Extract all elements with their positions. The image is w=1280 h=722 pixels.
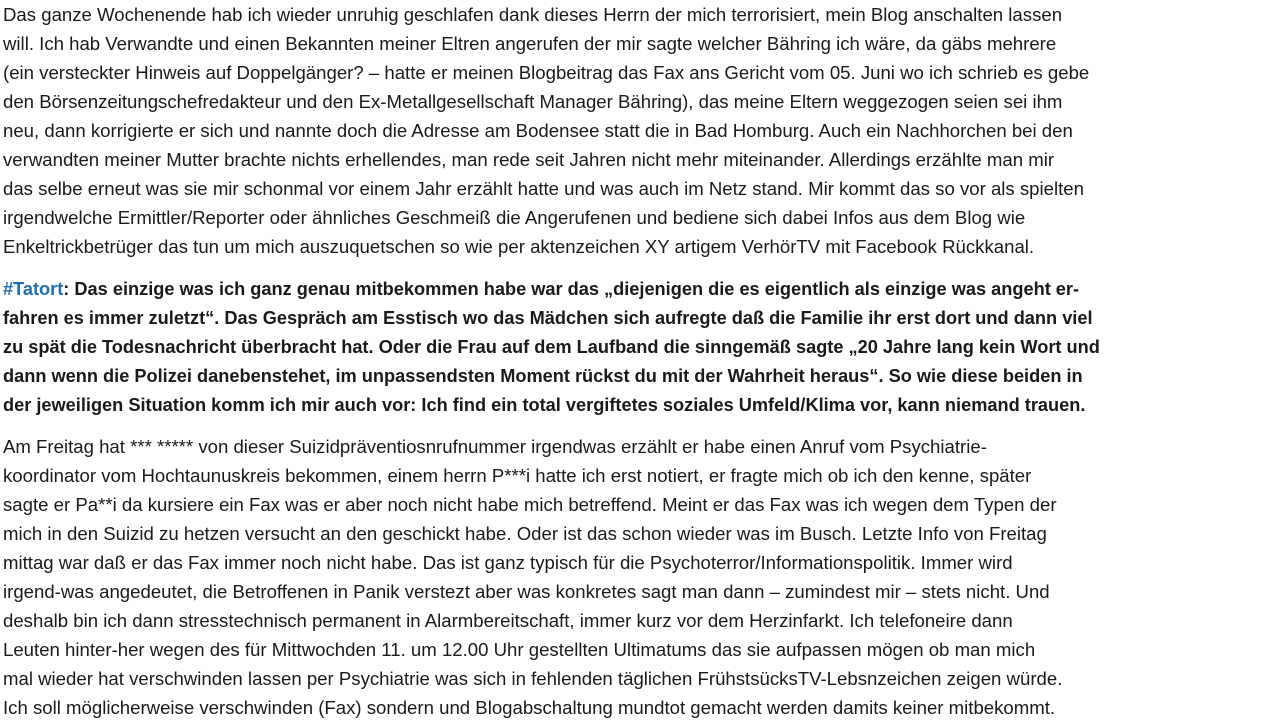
text-line: (ein versteckter Hinweis auf Doppelgänger? – hatte er meinen Blogbeitrag das Fax ans Gericht vom 05. Juni wo ich schrieb es gebe — [3, 62, 1090, 83]
text-line: Leuten hinter-her wegen des für Mittwochden 11. um 12.00 Uhr gestellten Ultimatums das sie aufpassen mögen ob man mich — [3, 639, 1036, 660]
text-line: will. Ich hab Verwandte und einen Bekannten meiner Eltren angerufen der mir sagte welcher Bähring ich wäre, da gäbs mehrere — [3, 33, 1057, 54]
text-line: verwandten meiner Mutter brachte nichts erhellendes, man rede seit Jahren nicht mehr miteinander. Allerdings erzählte man mir — [3, 149, 1055, 170]
text-line: irgendwelche Ermittler/Reporter oder ähnliches Geschmeiß die Angerufenen und bediene sich dabei Infos aus dem Blog wie — [3, 207, 1026, 228]
text-line: den Börsenzeitungschefredakteur und den Ex-Metallgesellschaft Manager Bähring), das meine Eltern weggezogen seien sei ihm — [3, 91, 1063, 112]
text-line: dann wenn die Polizei danebenstehet, im unpassendsten Moment rückst du mit der Wahrheit heraus“. So wie diese beiden in — [3, 366, 1083, 386]
text-line: irgend-was angedeutet, die Betroffenen in Panik verstezt aber was konkretes sagt man dann – zumindest mir – stets nicht. Und — [3, 581, 1050, 602]
text-fragment: : Das einzige was ich ganz genau mitbekommen habe war das „diejenigen die es eigentlich als einzige was angeht er- — [63, 279, 1080, 299]
paragraph-weekend — [3, 0, 1278, 261]
text-line: mal wieder hat verschwinden lassen per Psychiatrie was sich in fehlenden täglichen FrühstsücksTV-Lebsnzeichen zeigen würde. — [3, 668, 1063, 689]
text-line — [3, 275, 1278, 304]
text-line: fahren es immer zuletzt“. Das Gespräch am Esstisch wo das Mädchen sich aufregte daß die Familie ihr erst dort und dann viel — [3, 308, 1093, 328]
text-line: zu spät die Todesnachricht überbracht hat. Oder die Frau auf dem Laufband die sinngemäß sagte „20 Jahre lang kein Wort und — [3, 337, 1100, 357]
text-line: koordinator vom Hochtaunuskreis bekommen, einem herrn P***i hatte ich erst notiert, er fragte mich ob ich den kenne, später — [3, 465, 1032, 486]
paragraph-tatort — [3, 275, 1278, 420]
hashtag-link[interactable]: #Tatort — [3, 279, 64, 299]
document-page — [3, 0, 1278, 722]
text-line: sagte er Pa**i da kursiere ein Fax was er aber noch nicht habe mich betreffend. Meint er das Fax was ich wegen dem Typen der — [3, 494, 1057, 515]
text-line: das selbe erneut was sie mir schonmal vor einem Jahr erzählt hatte und was auch im Netz stand. Mir kommt das so vor als spielten — [3, 178, 1084, 199]
text-line: Am Freitag hat *** ***** von dieser Suizidpräventiosnrufnummer irgendwas erzählt er habe einen Anruf vom Psychiatrie- — [3, 436, 987, 457]
text-line: Das ganze Wochenende hab ich wieder unruhig geschlafen dank dieses Herrn der mich terrorisiert, mein Blog anschalten lassen — [3, 4, 1063, 25]
paragraph-friday — [3, 432, 1278, 722]
text-line: mittag war daß er das Fax immer noch nicht habe. Das ist ganz typisch für die Psychoterror/Informationspolitik. Immer wird — [3, 552, 1013, 573]
text-line: deshalb bin ich dann stresstechnisch permanent in Alarmbereitschaft, immer kurz vor dem Herzinfarkt. Ich telefoneire dann — [3, 610, 1013, 631]
text-line: mich in den Suizid zu hetzen versucht an den geschickt habe. Oder ist das schon wieder was im Busch. Letzte Info von Freitag — [3, 523, 1047, 544]
text-line: der jeweiligen Situation komm ich mir auch vor: Ich find ein total vergiftetes soziales Umfeld/Klima vor, kann niemand trauen. — [3, 395, 1086, 415]
text-line: neu, dann korrigierte er sich und nannte doch die Adresse am Bodensee statt die in Bad Homburg. Auch ein Nachhorchen bei den — [3, 120, 1073, 141]
text-line: Ich soll möglicherweise verschwinden (Fax) sondern und Blogabschaltung mundtot gemacht werden damits keiner mitbekommt. — [3, 697, 1056, 718]
text-line: Enkeltrickbetrüger das tun um mich auszuquetschen so wie per aktenzeichen XY artigem VerhörTV mit Facebook Rückkanal. — [3, 236, 1035, 257]
